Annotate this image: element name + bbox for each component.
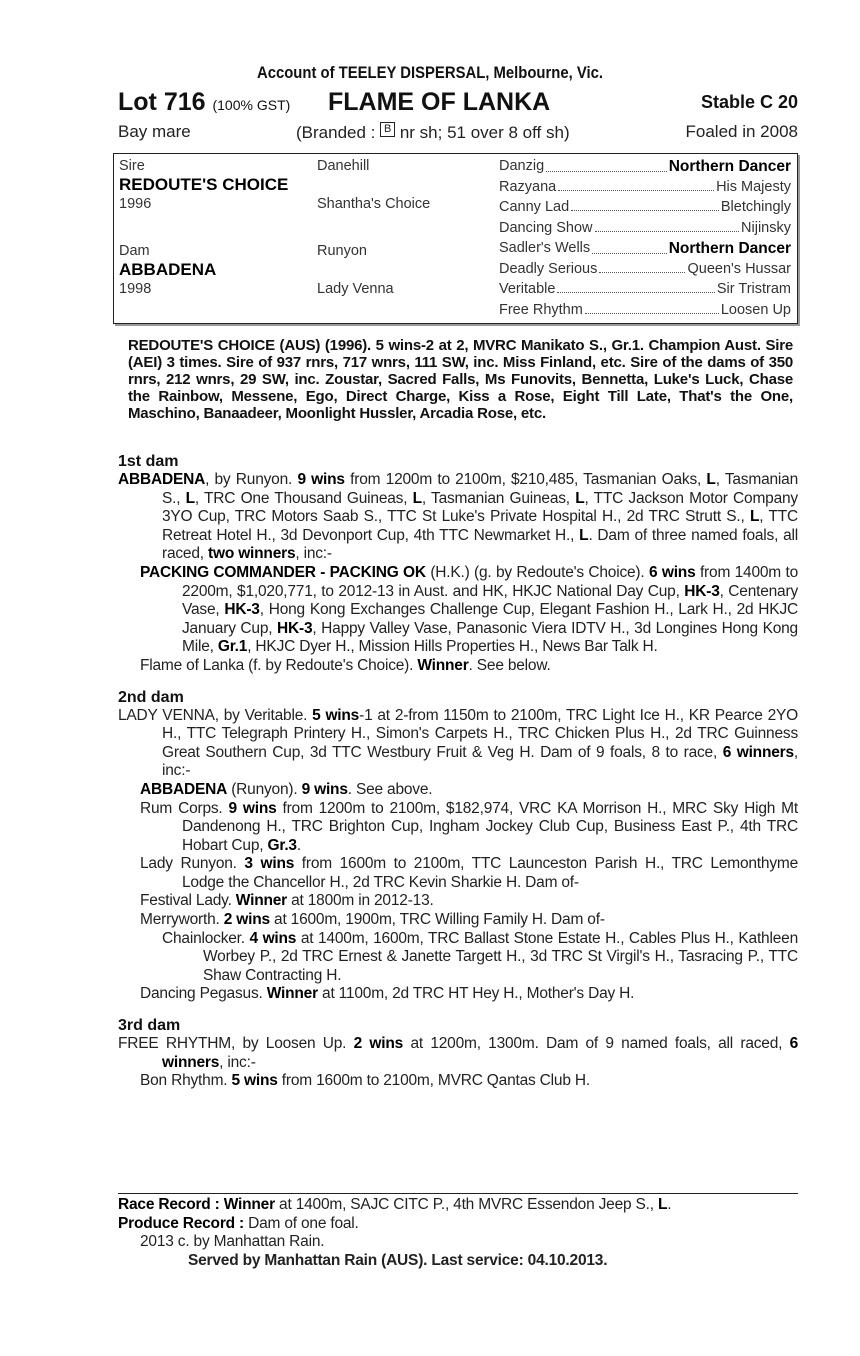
entry-paragraph	[162, 930, 798, 986]
bold-text: Winner	[223, 1196, 275, 1213]
dam-section	[118, 688, 798, 1005]
text: at 1600m, 1900m, TRC Willing Family H. Dam of-	[269, 911, 605, 929]
ancestor-name: Sadler's Wells	[499, 240, 591, 256]
branded-post: nr sh; 51 over 8 off sh)	[395, 123, 570, 142]
branded-pre: (Branded :	[296, 123, 381, 142]
text: (Runyon).	[227, 780, 302, 798]
text: , Happy Valley Vase, Panasonic Viera IDTV H., 3d Longines Hong Kong Mile,	[182, 619, 798, 656]
bold-text: 9 wins	[301, 780, 348, 798]
ancestor-name: Dancing Show	[499, 219, 593, 236]
entry-paragraph	[140, 800, 798, 856]
bold-text: 4 wins	[249, 929, 297, 947]
bold-text: L	[706, 471, 716, 488]
entry-paragraph	[140, 657, 798, 676]
bold-text: 9 wins	[297, 471, 345, 488]
ancestor-row	[499, 302, 791, 318]
description: Bay mare	[118, 122, 191, 141]
ancestor-name: Razyana	[499, 178, 557, 195]
ancestor-name: Deadly Serious	[499, 260, 598, 277]
sire-year: 1996	[119, 196, 152, 212]
text: Merryworth.	[140, 911, 224, 929]
entry-paragraph	[140, 781, 798, 800]
section-heading: 2nd dam	[118, 688, 184, 706]
bold-text: 5 wins	[231, 1072, 278, 1090]
pedigree-table	[113, 153, 798, 324]
text: at 1200m, 1300m. Dam of 9 named foals, all raced,	[403, 1035, 790, 1053]
ancestor-name: Veritable	[499, 281, 556, 297]
entry-paragraph	[118, 1215, 798, 1234]
ancestor-row	[499, 281, 791, 297]
text: , Hong Kong Exchanges Challenge Cup, Elegant Fashion H., Lark H., 2d HKJC January Cup,	[182, 601, 798, 637]
sire-sire: Danehill	[317, 158, 370, 174]
bold-text: HK-3	[684, 582, 720, 600]
text: FREE RHYTHM, by Loosen Up.	[118, 1035, 354, 1053]
leader-dots	[557, 281, 714, 293]
sire-name: REDOUTE'S CHOICE	[119, 175, 289, 194]
section-heading: 3rd dam	[118, 1017, 181, 1035]
dam-section	[118, 1016, 798, 1091]
bold-text: Winner	[266, 985, 318, 1003]
ancestor-row	[499, 179, 791, 195]
text: at 1400m, 1600m, TRC Ballast Stone Estate H., Cables Plus H., Kathleen Worbey P., 2d TRC Ernest & Janette Targett H., 3d TRC St Virgil's H., Tasracing P., TTC Shaw Contracting H.	[203, 929, 798, 984]
text: -1 at 2-from 1150m to 2100m, TRC Light Ice H., KR Pearce 2YO H., TTC Telegraph Printery H., Simon's Carpets H., TRC Chicken Plus H., 2d TRC Guinness Great Southern Cup, 3d TTC Westbury Fruit & Veg H. Dam of 9 foals, 8 to race,	[162, 706, 798, 761]
text: from 1600m to 2100m, TTC Launceston Parish H., TRC Lemonthyme Lodge the Chancellor H., 2d TRC Kevin Sharkie H. Dam of-	[182, 855, 799, 891]
lot-header	[118, 88, 798, 118]
text: Lady Runyon.	[140, 855, 245, 873]
text: . See above.	[347, 780, 433, 798]
text: (H.K.) (g. by Redoute's Choice).	[425, 563, 649, 581]
bold-text: L	[412, 489, 422, 507]
entry-paragraph	[140, 911, 798, 930]
text: from 1200m to 2100m, $210,485, Tasmanian Oaks,	[344, 471, 707, 488]
entry-paragraph	[140, 892, 798, 911]
sire-label: Sire	[119, 158, 145, 174]
text: , by Runyon.	[205, 471, 298, 488]
text: . See below.	[468, 656, 551, 674]
brand-mark-icon: B	[380, 122, 395, 137]
text: at 1800m in 2012-13.	[287, 892, 434, 910]
bold-text: L	[575, 489, 585, 507]
dam-dam: Lady Venna	[317, 281, 394, 297]
dam-label: Dam	[119, 243, 150, 259]
ancestor-sire: Sir Tristram	[716, 281, 791, 297]
text: at 1400m, SAJC CITC P., 4th MVRC Essendon Jeep S.,	[274, 1196, 658, 1213]
leader-dots	[592, 240, 667, 254]
entry-paragraph	[118, 471, 798, 564]
entry-paragraph	[140, 1233, 798, 1252]
bold-text: 5 wins	[312, 706, 360, 724]
ancestor-sire: Nijinsky	[741, 219, 791, 236]
entry-paragraph	[140, 1072, 798, 1091]
horse-name: FLAME OF LANKA	[328, 88, 551, 116]
served-by: Served by Manhattan Rain (AUS). Last service: 04.10.2013.	[188, 1251, 608, 1269]
text: , Tasmanian Guineas,	[421, 489, 576, 507]
entry-paragraph	[140, 564, 798, 657]
ancestor-sire: His Majesty	[716, 178, 791, 195]
bold-text: ABBADENA	[140, 780, 228, 798]
text: from 1200m to 2100m, $182,974, VRC KA Morrison H., MRC Sky High Mt Dandenong H., TRC Brighton Cup, Ingham Jockey Club Cup, Business East P., 4th TRC Hobart Cup,	[182, 799, 798, 854]
ancestor-name: Free Rhythm	[499, 301, 583, 318]
leader-dots	[585, 302, 719, 314]
bold-text: L	[185, 489, 195, 507]
dam-sections	[118, 452, 798, 1091]
bold-text: L	[657, 1196, 668, 1213]
dam-sire: Runyon	[317, 243, 367, 259]
ancestor-sire: Queen's Hussar	[687, 260, 791, 277]
ancestor-row	[499, 199, 791, 215]
text: , inc:-	[219, 1053, 256, 1071]
text: Flame of Lanka (f. by Redoute's Choice).	[140, 656, 418, 674]
bold-text: 6 winners	[722, 743, 794, 761]
branded	[296, 122, 570, 143]
text: , TRC One Thousand Guineas,	[194, 489, 413, 507]
text: , TTC Retreat Hotel H., 3d Devonport Cup, 4th TTC Newmarket H.,	[162, 508, 798, 544]
ancestor-row	[499, 261, 791, 277]
bold-text: 6 winners	[162, 1035, 799, 1071]
ancestor-name: Canny Lad	[499, 199, 570, 215]
leader-dots	[546, 158, 667, 172]
leader-dots	[595, 220, 740, 232]
text: at 1100m, 2d TRC HT Hey H., Mother's Day H.	[317, 985, 635, 1003]
text: LADY VENNA, by Veritable.	[118, 706, 313, 724]
entry-paragraph	[118, 707, 798, 781]
bold-text: L	[750, 508, 760, 526]
records	[118, 1196, 798, 1270]
text: from 1600m to 2100m, MVRC Qantas Club H.	[277, 1072, 590, 1090]
bold-text: 3 wins	[244, 855, 295, 873]
ancestor-sire: Bletchingly	[720, 199, 791, 215]
lot-number	[118, 88, 290, 117]
bold-text: Winner	[235, 892, 287, 910]
text: , Tasmanian S.,	[162, 471, 798, 507]
section-heading: 1st dam	[118, 453, 179, 470]
bold-text: Race Record :	[118, 1196, 224, 1213]
ancestor-row	[499, 220, 791, 236]
bold-text: Winner	[417, 656, 469, 674]
text: , Centenary Vase,	[182, 582, 798, 619]
sire-summary: REDOUTE'S CHOICE (AUS) (1996). 5 wins-2 at 2, MVRC Manikato S., Gr.1. Champion Aust. Sire (AEI) 3 times. Sire of 937 rnrs, 717 wnrs, 111 SW, inc. Miss Finland, etc. Sire of the dams of 350 rnrs, 212 wnrs, 29 SW, inc. Zoustar, Sacred Falls, Ms Funovits, Bennetta, Luke's Luck, Chase the Rainbow, Messene, Ego, Direct Charge, Kiss a Rose, Eight Till Late, That's the One, Maschino, Banaadeer, Moonlight Hussler, Arcadia Rose, etc.	[128, 337, 793, 422]
text: Dancing Pegasus.	[140, 985, 267, 1003]
text: , TTC Jackson Motor Company 3YO Cup, TRC Motors Saab S., TTC St Luke's Private Hospital H., 2d TRC Strutt S.,	[162, 489, 798, 526]
text: , inc:-	[295, 545, 332, 563]
leader-dots	[558, 179, 714, 191]
lot-label: Lot 716	[118, 88, 206, 116]
sire-dam: Shantha's Choice	[317, 196, 431, 212]
text: Rum Corps.	[140, 799, 229, 817]
text: .	[667, 1196, 672, 1213]
bold-text: 9 wins	[228, 799, 277, 817]
bold-text: two winners	[208, 545, 296, 563]
bold-text: 2 wins	[353, 1035, 404, 1053]
ancestor-sire: Loosen Up	[720, 301, 791, 318]
stable: Stable C 20	[700, 92, 798, 112]
text: Dam of one foal.	[248, 1214, 359, 1232]
text: . Dam of three named foals, all raced,	[162, 526, 798, 563]
ancestor-sire: Northern Dancer	[668, 240, 791, 257]
leader-dots	[599, 261, 685, 273]
gst-note: (100% GST)	[212, 97, 291, 113]
dam-section	[118, 452, 798, 676]
text: .	[296, 836, 301, 854]
leader-dots	[571, 199, 719, 211]
ancestor-row	[499, 240, 791, 258]
bold-text: Gr.3	[267, 836, 297, 854]
bold-text: Produce Record :	[118, 1214, 249, 1232]
text: Chainlocker.	[162, 929, 250, 947]
divider	[118, 1193, 798, 1194]
entry-paragraph	[140, 855, 798, 892]
bold-text: HK-3	[277, 619, 313, 637]
bold-text: 2 wins	[223, 911, 270, 929]
text: , HKJC Dyer H., Mission Hills Properties H., News Bar Talk H.	[247, 638, 658, 656]
ancestor-sire: Northern Dancer	[668, 158, 791, 175]
entry-paragraph	[140, 985, 798, 1004]
dam-name: ABBADENA	[119, 260, 217, 279]
bold-text: HK-3	[224, 601, 260, 619]
bold-text: Gr.1	[217, 638, 248, 656]
text: Festival Lady.	[140, 892, 236, 910]
text: from 1400m to 2200m, $1,020,771, to 2012-13 in Aust. and HK, HKJC National Day Cup,	[182, 563, 798, 600]
text: Bon Rhythm.	[140, 1072, 232, 1090]
foaled: Foaled in 2008	[685, 122, 798, 141]
text: , inc:-	[162, 743, 798, 780]
entry-paragraph	[118, 1035, 798, 1072]
ancestor-row	[499, 158, 791, 176]
dam-year: 1998	[119, 281, 152, 297]
account-of: Account of TEELEY DISPERSAL, Melbourne, Vic.	[256, 64, 603, 82]
bold-text: 6 wins	[648, 563, 696, 581]
text: 2013 c. by Manhattan Rain.	[140, 1233, 325, 1251]
bold-text: ABBADENA	[118, 471, 206, 488]
bold-text: L	[579, 526, 589, 544]
ancestor-name: Danzig	[499, 158, 545, 174]
entry-paragraph	[118, 1196, 798, 1215]
bold-text: PACKING COMMANDER - PACKING OK	[140, 563, 426, 581]
